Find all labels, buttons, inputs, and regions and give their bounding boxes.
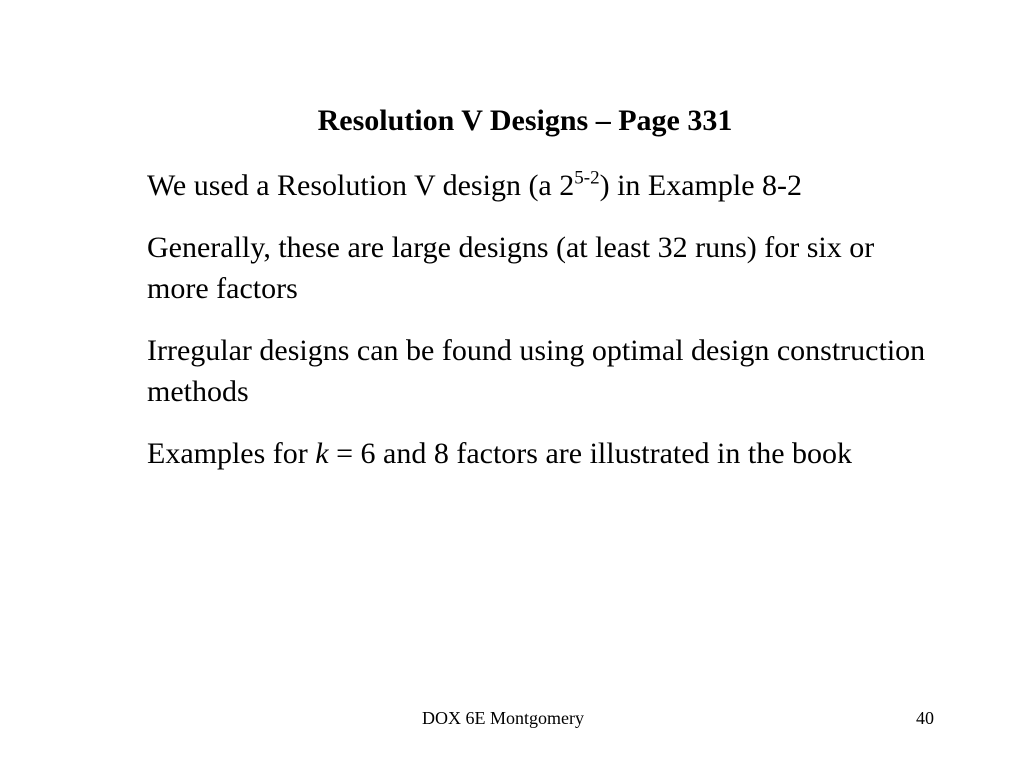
footer-course: DOX 6E Montgomery [422, 708, 584, 728]
bullet-item-irregular-designs: Irregular designs can be found using optimal design construction methods [147, 334, 926, 408]
bullet-text-after: = 6 and 8 factors are illustrated in the book [328, 437, 853, 470]
bullet-list [147, 165, 927, 495]
bullet-item-resolution-v-example [147, 165, 927, 206]
slide-title: Resolution V Designs – Page 331 [317, 104, 733, 137]
bullet-item-large-designs: Generally, these are large designs (at least 32 runs) for six or more factors [147, 231, 875, 305]
bullet-item-examples [147, 433, 927, 474]
bullet-text-before: We used a Resolution V design (a 2 [147, 169, 575, 202]
footer-page-number: 40 [916, 708, 934, 728]
variable-k: k [315, 437, 329, 470]
bullet-text-before: Examples for [147, 437, 316, 470]
bullet-text-after: ) in Example 8-2 [599, 169, 803, 202]
design-exponent: 5-2 [574, 167, 600, 189]
